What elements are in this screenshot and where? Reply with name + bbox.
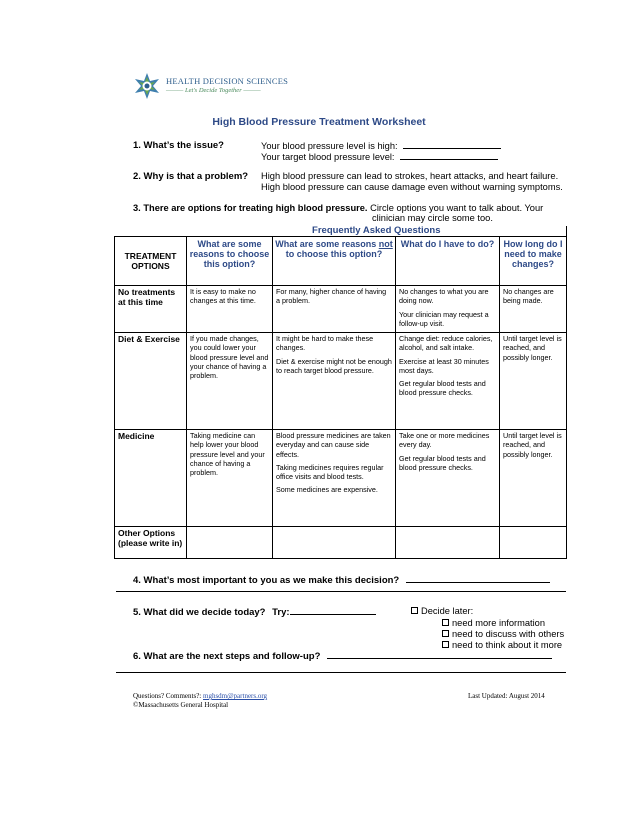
cell-to-do: [396, 286, 500, 333]
treatment-options-table: [114, 226, 567, 559]
header-why-not-emphasis: not: [378, 239, 393, 249]
cell-why: [187, 333, 273, 430]
question-4-label: 4. What’s most important to you as we make this decision?: [133, 575, 400, 586]
cell-to-do: [396, 430, 500, 527]
checkbox-icon[interactable]: [442, 630, 449, 637]
checkbox-icon[interactable]: [442, 619, 449, 626]
question-3-instructions: Circle options you want to talk about. Your: [367, 203, 544, 213]
target-bp-label: Your target blood pressure level:: [261, 152, 395, 162]
question-6-label: 6. What are the next steps and follow-up?: [133, 651, 321, 662]
later-option-label: need to discuss with others: [452, 629, 565, 639]
header-why-choose: What are some reasons to choose this option?: [187, 237, 273, 286]
cell-text: Blood pressure medicines are taken everyday and can cause side effects.: [276, 431, 391, 459]
cell-text: No changes to what you are doing now.: [399, 287, 489, 306]
cell-how-long: [500, 333, 567, 430]
table-row[interactable]: [115, 527, 567, 559]
cell-text: Taking medicine can help lower your blood pressure level and your chance of having a problem.: [190, 431, 265, 478]
question-2-line-2: High blood pressure can cause damage even without warning symptoms.: [261, 182, 563, 192]
cell-text: Take one or more medicines every day.: [399, 431, 490, 450]
header-what-to-do: What do I have to do?: [396, 237, 500, 286]
cell-text: No changes are being made.: [503, 287, 554, 306]
cell-text: It is easy to make no changes at this time.: [190, 287, 256, 306]
question-5-line: [133, 606, 376, 618]
question-6-line: [133, 650, 552, 662]
later-option-1[interactable]: [442, 618, 545, 628]
header-why-not-choose: [273, 237, 396, 286]
question-1-line-1: [261, 140, 501, 151]
footer-updated: Last Updated: August 2014: [468, 692, 545, 700]
cell-why: [187, 286, 273, 333]
org-name: HEALTH DECISION SCIENCES: [166, 76, 289, 86]
target-bp-blank[interactable]: [400, 151, 498, 160]
option-label: Diet & Exercise: [115, 333, 187, 430]
cell-why-not: [273, 430, 396, 527]
option-label: Other Options (please write in): [115, 527, 187, 559]
table-row[interactable]: [115, 286, 567, 333]
later-option-label: need more information: [452, 618, 546, 628]
question-3-label: 3. There are options for treating high blood pressure.: [133, 203, 368, 213]
current-bp-blank[interactable]: [403, 140, 501, 149]
faq-heading: Frequently Asked Questions: [187, 226, 567, 237]
cell-text: Get regular blood tests and blood pressure checks.: [399, 379, 486, 398]
question-3-line-2: clinician may circle some too.: [372, 213, 493, 223]
later-option-label: need to think about it more: [452, 640, 563, 650]
header-treatment-options: TREATMENT OPTIONS: [115, 237, 187, 286]
cell-text: It might be hard to make these changes.: [276, 334, 374, 353]
current-bp-label: Your blood pressure level is high:: [261, 141, 398, 151]
footer-contact: [133, 692, 267, 700]
question-5-label: 5. What did we decide today?: [133, 607, 266, 618]
contact-email-link[interactable]: mghsdm@partners.org: [203, 692, 268, 700]
question-6-extra-line[interactable]: [116, 672, 566, 673]
cell-why-not: [273, 286, 396, 333]
logo-icon: [133, 72, 161, 100]
checkbox-icon[interactable]: [442, 641, 449, 648]
option-label: Medicine: [115, 430, 187, 527]
cell-how-long: [500, 286, 567, 333]
org-tagline: ——— Let's Decide Together ———: [166, 87, 261, 94]
cell-why-not[interactable]: [273, 527, 396, 559]
page-title: High Blood Pressure Treatment Worksheet: [212, 116, 426, 128]
header-how-long: How long do I need to make changes?: [500, 237, 567, 286]
checkbox-icon[interactable]: [411, 607, 418, 614]
cell-text: Until target level is reached, and possibly longer.: [503, 334, 562, 362]
decide-later-label: Decide later:: [421, 606, 474, 616]
question-6-blank[interactable]: [327, 650, 552, 659]
cell-how-long[interactable]: [500, 527, 567, 559]
decide-later-option[interactable]: [411, 606, 473, 616]
question-4-line: [133, 574, 550, 586]
table-row[interactable]: [115, 430, 567, 527]
cell-to-do[interactable]: [396, 527, 500, 559]
question-1-line-2: [261, 151, 498, 162]
question-4-blank[interactable]: [406, 574, 550, 583]
footer-copyright: ©Massachusetts General Hospital: [133, 701, 229, 709]
cell-text: For many, higher chance of having a problem.: [276, 287, 387, 306]
footer-questions: Questions? Comments?:: [133, 692, 203, 700]
cell-text: Get regular blood tests and blood pressure checks.: [399, 453, 486, 472]
cell-to-do: [396, 333, 500, 430]
question-1-label: 1. What’s the issue?: [133, 140, 224, 151]
cell-text: Exercise at least 30 minutes most days.: [399, 356, 489, 375]
try-label: Try:: [272, 607, 290, 618]
cell-text: Some medicines are expensive.: [276, 485, 378, 495]
cell-text: Taking medicines requires regular office visits and blood tests.: [276, 462, 384, 482]
cell-text: Your clinician may request a follow-up visit.: [399, 309, 489, 328]
question-4-extra-line[interactable]: [116, 591, 566, 592]
header-why-not-post: to choose this option?: [285, 249, 383, 259]
cell-text: Until target level is reached, and possibly longer.: [503, 431, 562, 459]
question-3-line-1: [133, 203, 543, 213]
cell-why: [187, 430, 273, 527]
cell-why[interactable]: [187, 527, 273, 559]
header-why-not-pre: What are some reasons: [275, 239, 379, 249]
cell-text: If you made changes, you could lower your blood pressure level and your chance of having a problem.: [190, 334, 269, 381]
cell-text: Change diet: reduce calories, alcohol, and salt intake.: [399, 334, 493, 353]
cell-how-long: [500, 430, 567, 527]
cell-why-not: [273, 333, 396, 430]
try-blank[interactable]: [290, 606, 376, 615]
later-option-3[interactable]: [442, 640, 562, 650]
question-2-label: 2. Why is that a problem?: [133, 171, 249, 182]
option-label: No treatments at this time: [115, 286, 187, 333]
table-row[interactable]: [115, 333, 567, 430]
later-option-2[interactable]: [442, 629, 564, 639]
cell-text: Diet & exercise might not be enough to reach target blood pressure.: [276, 356, 392, 375]
question-2-line-1: High blood pressure can lead to strokes, heart attacks, and heart failure.: [261, 171, 559, 181]
